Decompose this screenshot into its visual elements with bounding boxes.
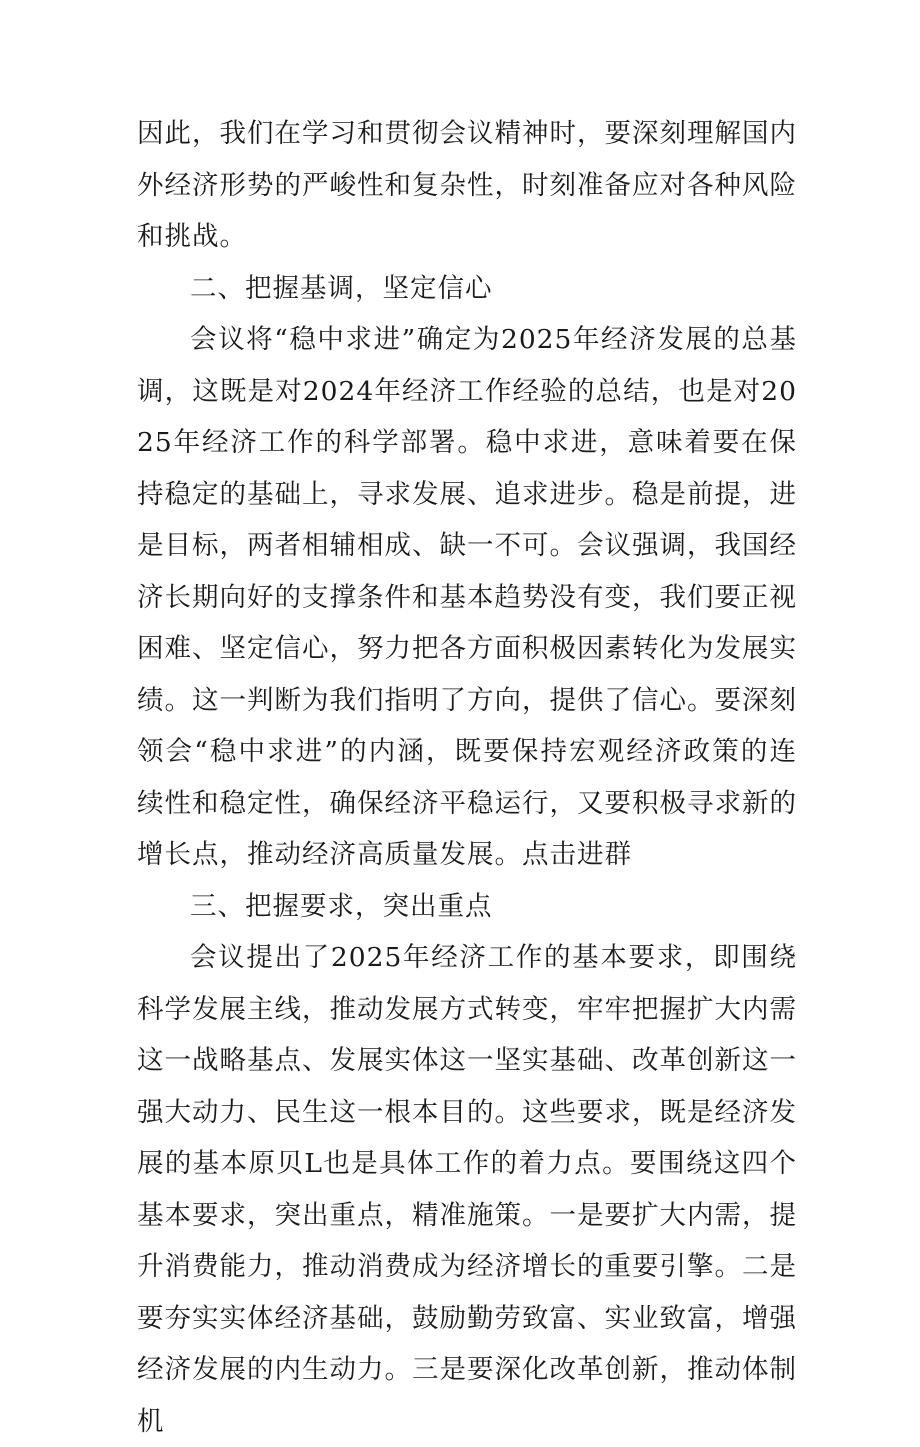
paragraph-intro: 因此，我们在学习和贯彻会议精神时，要深刻理解国内外经济形势的严峻性和复杂性，时刻准备应对各种风险和挑战。 (137, 118, 797, 252)
section-heading-three: 三、把握要求，突出重点 (190, 890, 493, 922)
document-body (137, 108, 797, 1447)
paragraph-section-three: 会议提出了2025年经济工作的基本要求，即围绕科学发展主线，推动发展方式转变，牢牢把握扩大内需这一战略基点、发展实体这一坚实基础、改革创新这一强大动力、民生这一根本目的。这些要求，既是经济发展的基本原贝L也是具体工作的着力点。要围绕这四个基本要求，突出重点，精准施策。一是要扩大内需，提升消费能力，推动消费成为经济增长的重要引擎。二是要夯实实体经济基础，鼓励勤劳致富、实业致富，增强经济发展的内生动力。三是要深化改革创新，推动体制机 (137, 942, 797, 1437)
section-heading-two: 二、把握基调，坚定信心 (190, 272, 493, 304)
paragraph-section-two: 会议将“稳中求进”确定为2025年经济发展的总基调，这既是对2024年经济工作经验的总结，也是对2025年经济工作的科学部署。稳中求进，意味着要在保持稳定的基础上，寻求发展、追求进步。稳是前提，进是目标，两者相辅相成、缺一不可。会议强调，我国经济长期向好的支撑条件和基本趋势没有变，我们要正视困难、坚定信心，努力把各方面积极因素转化为发展实绩。这一判断为我们指明了方向，提供了信心。要深刻领会“稳中求进”的内涵，既要保持宏观经济政策的连续性和稳定性，确保经济平稳运行，又要积极寻求新的增长点，推动经济高质量发展。点击进群 (137, 324, 797, 870)
